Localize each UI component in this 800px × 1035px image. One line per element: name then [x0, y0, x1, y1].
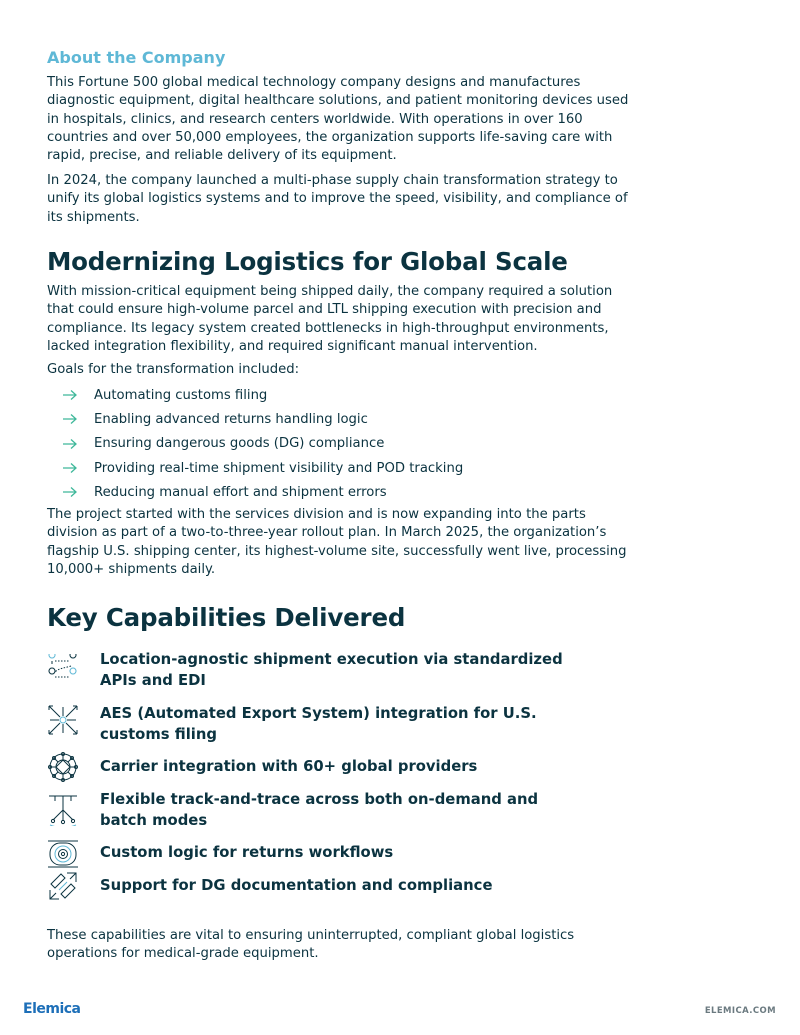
list-item	[47, 480, 463, 504]
list-item	[47, 432, 463, 456]
capability-text: Carrier integration with 60+ global providers	[100, 758, 478, 775]
arrow-right-icon	[47, 413, 94, 425]
capabilities-heading: Key Capabilities Delivered	[47, 603, 406, 632]
capability-text: AES (Automated Export System) integration for U.S. customs filing	[100, 705, 537, 743]
about-paragraph-1: This Fortune 500 global medical technology company designs and manufactures diagnostic equipment, digital healthcare solutions, and patient monitoring devices used in hospitals, clinics, and research centers worldwide. With operations in over 160 countries and over 50,000 employees, the organization supports life-saving care with rapid, precise, and reliable delivery of its equipment.	[47, 75, 629, 164]
capability-text: Support for DG documentation and compliance	[100, 877, 493, 894]
location-route-icon	[47, 654, 79, 686]
goal-text: Automating customs filing	[94, 387, 268, 403]
arrow-right-icon	[47, 462, 94, 474]
about-heading: About the Company	[47, 48, 226, 67]
arrow-right-icon	[47, 438, 94, 450]
network-arrows-icon	[47, 704, 79, 736]
compliance-arrows-icon	[47, 870, 79, 902]
goal-text: Ensuring dangerous goods (DG) compliance	[94, 436, 385, 452]
list-item	[47, 456, 463, 480]
goal-text: Providing real-time shipment visibility and POD tracking	[94, 460, 464, 476]
returns-cycle-icon	[47, 838, 79, 870]
modernizing-heading: Modernizing Logistics for Global Scale	[47, 247, 568, 276]
mesh-network-icon	[47, 751, 79, 783]
track-trace-icon	[47, 794, 79, 826]
capability-text: Flexible track-and-trace across both on-demand and batch modes	[100, 791, 539, 829]
capabilities-closing: These capabilities are vital to ensuring uninterrupted, compliant global logistics operations for medical-grade equipment.	[47, 928, 575, 962]
arrow-right-icon	[47, 486, 94, 498]
list-item	[47, 383, 463, 407]
modernizing-paragraph-1: With mission-critical equipment being shipped daily, the company required a solution that could ensure high-volume parcel and LTL shipping execution with precision and compliance. Its legacy system created bottlenecks in high-throughput environments, lacked integration flexibility, and required significant manual intervention.	[47, 284, 613, 354]
goal-text: Enabling advanced returns handling logic	[94, 411, 368, 427]
modernizing-paragraph-2: The project started with the services division and is now expanding into the parts division as part of a two-to-three-year rollout plan. In March 2025, the organization’s flagship U.S. shipping center, its highest-volume site, successfully went live, processing 10,000+ shipments daily.	[47, 507, 627, 577]
footer-url: ELEMICA.COM	[704, 1006, 776, 1016]
about-paragraph-2: In 2024, the company launched a multi-phase supply chain transformation strategy to unify its global logistics systems and to improve the speed, visibility, and compliance of its shipments.	[47, 173, 628, 225]
capability-text: Location-agnostic shipment execution via standardized APIs and EDI	[100, 651, 563, 689]
goals-list	[47, 383, 463, 504]
capability-text: Custom logic for returns workflows	[100, 844, 394, 861]
list-item	[47, 407, 463, 431]
elemica-logo: Elemica	[23, 1001, 81, 1017]
arrow-right-icon	[47, 389, 94, 401]
goal-text: Reducing manual effort and shipment errors	[94, 484, 387, 500]
goals-intro: Goals for the transformation included:	[47, 362, 300, 377]
